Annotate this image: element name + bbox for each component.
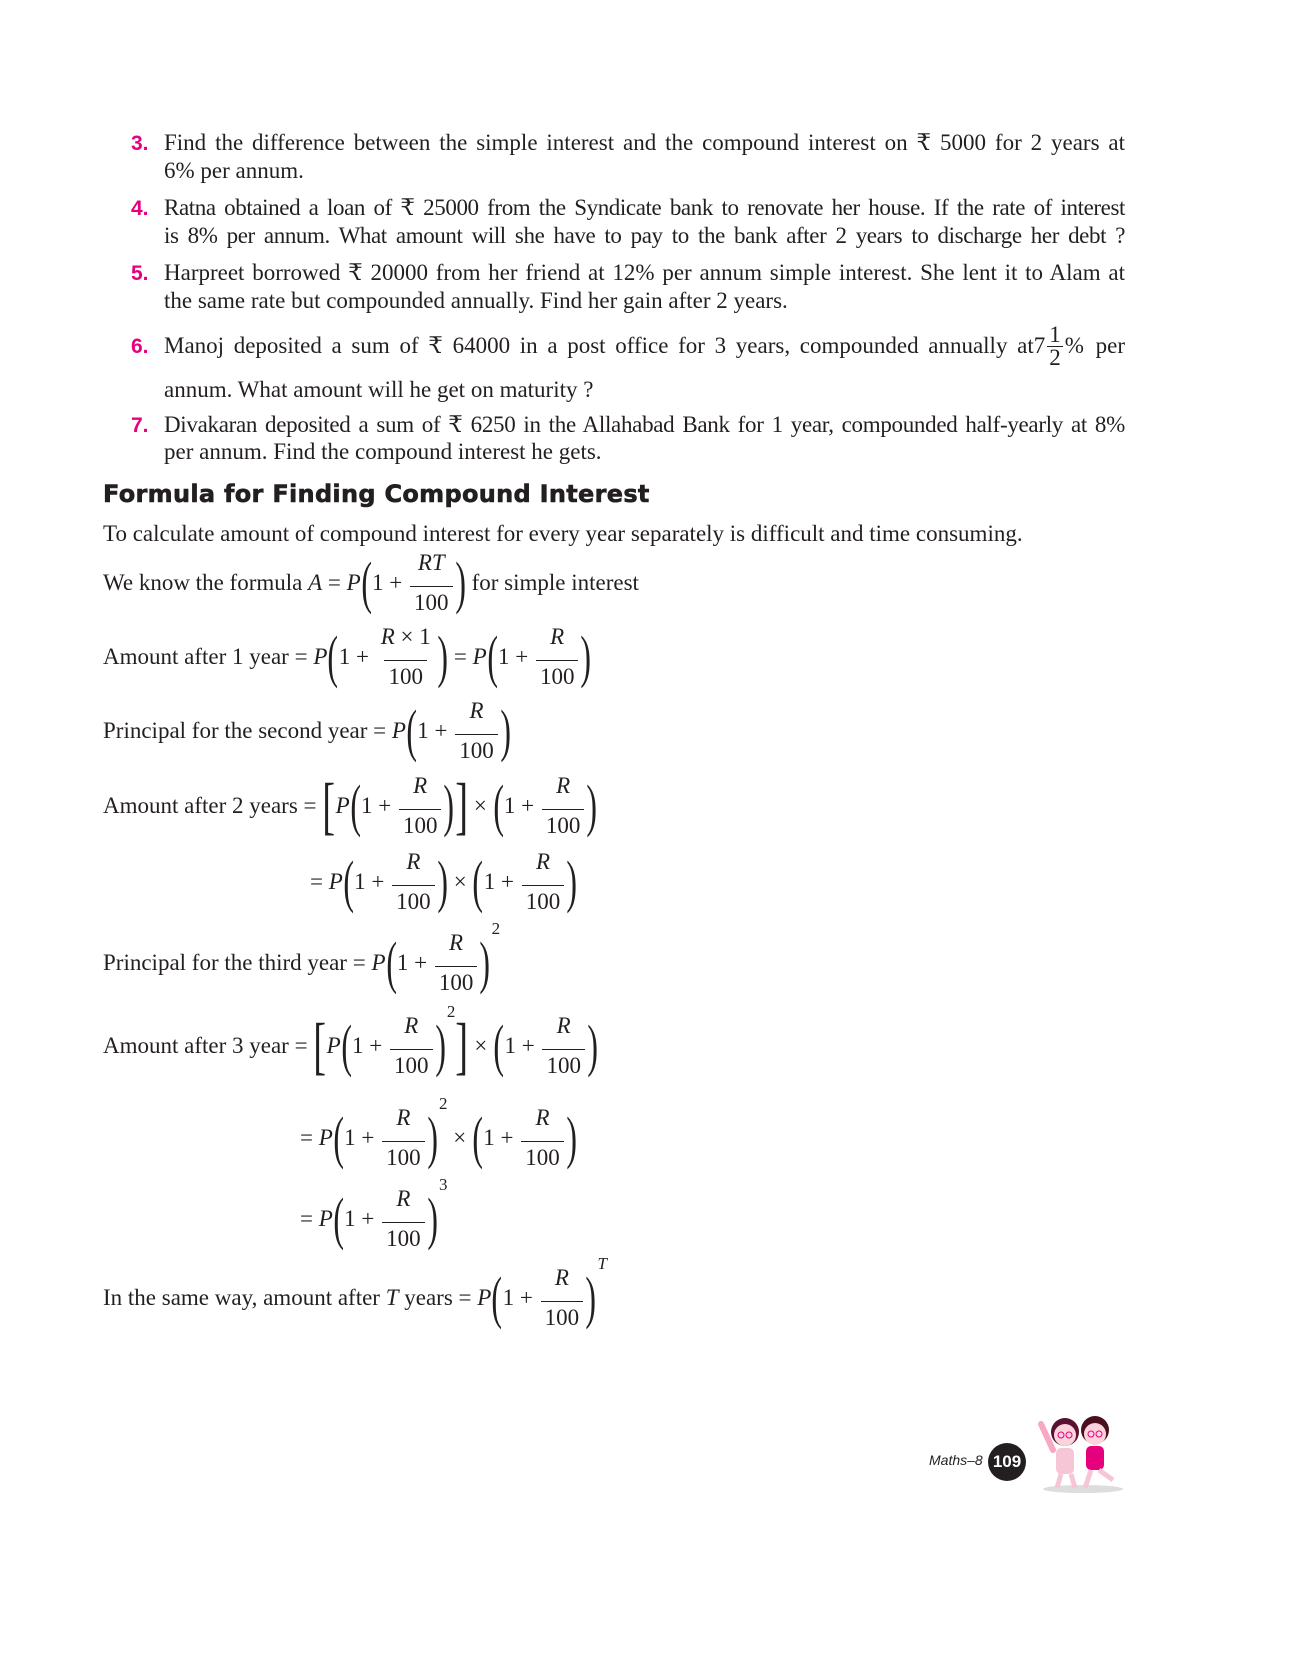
parenthesis-group	[333, 1175, 448, 1255]
exponent	[492, 919, 501, 939]
problem-number: 3.	[131, 132, 149, 155]
problem-text: per annum. Find the compound interest he gets.	[164, 439, 602, 464]
math-text: 100	[402, 813, 438, 838]
math-variable: $P	[371, 950, 386, 975]
formula-amount-year-2-simplified	[310, 847, 578, 917]
math-variable: $R	[556, 1013, 571, 1038]
math-text: 100	[386, 1226, 421, 1251]
group-content	[354, 846, 436, 918]
math-variable: $R	[550, 624, 565, 649]
math-variable: $R	[396, 1186, 411, 1211]
math-text: =	[300, 1206, 319, 1231]
math-text: 100	[459, 738, 494, 763]
right-parenthesis: )	[426, 1186, 438, 1251]
math-text: ×	[468, 1033, 494, 1058]
math-text: 1 +	[338, 644, 375, 669]
fraction-denominator	[522, 885, 565, 918]
math-fraction	[382, 1183, 425, 1255]
math-variable: $P	[472, 644, 487, 669]
math-fraction	[410, 547, 453, 619]
parenthesis-group	[385, 919, 501, 999]
fraction-numerator	[400, 1010, 422, 1049]
math-text: 1 +	[372, 570, 409, 595]
math-variable: $R	[535, 1105, 550, 1130]
fraction-numerator	[551, 1262, 573, 1301]
fraction-numerator	[377, 621, 435, 660]
group-content	[339, 621, 437, 693]
right-parenthesis: )	[454, 550, 466, 615]
math-text: 3	[438, 1175, 448, 1194]
right-parenthesis: )	[585, 1265, 597, 1330]
bracket-group	[322, 770, 468, 842]
problem-text: Find the difference between the simple interest and the compound interest on ₹ 5000 for 2 years at	[164, 130, 1125, 155]
group-content	[361, 770, 443, 842]
group-content	[504, 770, 586, 842]
math-text: 100	[396, 889, 431, 914]
math-fraction	[521, 1102, 564, 1174]
math-text: =	[448, 644, 473, 669]
group-content	[326, 1002, 456, 1082]
right-parenthesis: )	[437, 624, 448, 689]
group-content	[372, 547, 454, 619]
math-fraction	[455, 695, 498, 767]
rate-whole: 7	[1033, 333, 1046, 358]
parenthesis-group	[487, 621, 592, 693]
formula-amount-year-t	[103, 1254, 607, 1333]
math-text: ×	[447, 869, 473, 894]
fraction-numerator	[392, 1183, 414, 1222]
fraction-denominator	[399, 809, 442, 842]
math-text: 100	[545, 813, 581, 838]
math-text: Amount after 2 years =	[103, 793, 323, 818]
fraction-denominator	[542, 1049, 585, 1082]
parenthesis-group	[491, 1254, 607, 1334]
fraction-denominator	[542, 809, 585, 842]
formula-amount-year-1	[103, 622, 592, 692]
left-parenthesis: (	[486, 624, 498, 689]
group-content	[417, 695, 499, 767]
math-text: 100	[388, 664, 423, 689]
right-parenthesis: )	[580, 624, 592, 689]
left-parenthesis: (	[343, 849, 354, 914]
problem-text: annum. What amount will he get on maturity ?	[164, 377, 594, 402]
math-text: 100	[525, 889, 561, 914]
math-variable: $R	[380, 624, 395, 649]
right-parenthesis: )	[434, 1013, 446, 1078]
group-content	[484, 846, 566, 918]
math-fraction	[392, 846, 435, 918]
left-parenthesis: (	[361, 550, 372, 615]
math-text: Principal for the third year =	[103, 950, 372, 975]
right-parenthesis: )	[436, 849, 448, 914]
fraction-denominator	[410, 586, 453, 619]
math-variable: $P	[391, 718, 406, 743]
rate-fraction	[1047, 321, 1063, 370]
math-text: Amount after 1 year =	[103, 644, 314, 669]
math-variable: $R	[413, 773, 428, 798]
parenthesis-group	[472, 1102, 577, 1174]
math-variable: $P	[346, 570, 361, 595]
problem-text-start: Manoj deposited a sum of ₹ 64000 in a post office for 3 years, compounded annually at	[164, 333, 1034, 358]
fraction-numerator	[552, 770, 574, 809]
math-text: =	[300, 1125, 319, 1150]
formula-amount-year-3	[103, 1002, 598, 1081]
math-text: 100	[438, 970, 474, 995]
fraction-numerator	[445, 927, 467, 966]
right-parenthesis: )	[500, 698, 511, 763]
problem-text: Ratna obtained a loan of ₹ 25000 from the Syndicate bank to renovate her house. If the rate of interest	[164, 195, 1125, 220]
problem-text: the same rate but compounded annually. Find her gain after 2 years.	[164, 288, 788, 313]
parenthesis-group	[343, 846, 448, 918]
left-parenthesis: (	[472, 849, 484, 914]
math-fraction	[541, 1262, 584, 1334]
math-text: 1 +	[396, 950, 433, 975]
fraction-numerator	[532, 846, 554, 885]
fraction-denominator	[435, 966, 478, 999]
parenthesis-group	[327, 621, 448, 693]
parenthesis-group	[350, 770, 455, 842]
left-parenthesis: (	[492, 773, 504, 838]
math-text: 100	[525, 1145, 560, 1170]
fraction-numerator	[402, 846, 424, 885]
math-text: 1 +	[503, 793, 540, 818]
formula-amount-year-3-step	[300, 1094, 577, 1173]
math-text: 100	[414, 590, 449, 615]
fraction-denominator: 2	[1049, 344, 1061, 370]
math-text: 2	[446, 1002, 456, 1021]
math-fraction	[390, 1010, 433, 1082]
left-parenthesis: (	[333, 1186, 344, 1251]
fraction-denominator	[384, 660, 427, 693]
fraction-denominator	[541, 1301, 584, 1334]
math-variable: $A	[308, 570, 323, 595]
math-variable: $P	[477, 1285, 492, 1310]
math-variable: $R	[554, 1265, 569, 1290]
problem-number: 4.	[131, 197, 149, 220]
parenthesis-group	[406, 695, 511, 767]
math-text: 1 +	[483, 869, 520, 894]
math-variable: $P	[326, 1033, 341, 1058]
math-text: 1 +	[360, 793, 397, 818]
intro-paragraph: To calculate amount of compound interest for every year separately is difficult and time consuming.	[103, 521, 1023, 546]
left-parenthesis: (	[406, 698, 417, 763]
math-fraction	[399, 770, 442, 842]
fraction-denominator	[455, 734, 498, 767]
exponent	[439, 1175, 448, 1195]
fraction-denominator	[390, 1049, 433, 1082]
math-variable: $R	[469, 698, 484, 723]
math-variable: $P	[318, 1125, 333, 1150]
math-text: In the same way, amount after	[103, 1285, 386, 1310]
formula-amount-year-3-result	[300, 1175, 448, 1254]
problem-text: 6% per annum.	[164, 158, 304, 183]
math-text: We know the formula	[103, 570, 309, 595]
left-bracket: [	[322, 770, 336, 841]
fraction-denominator	[536, 660, 579, 693]
right-parenthesis: )	[566, 1105, 577, 1170]
page-number: 109	[988, 1443, 1026, 1481]
fraction-denominator	[521, 1141, 564, 1174]
math-variable: $P	[335, 793, 350, 818]
math-variable: $T	[597, 1254, 607, 1273]
kids-mascot-illustration	[1035, 1410, 1130, 1495]
problem-text: Divakaran deposited a sum of ₹ 6250 in the Allahabad Bank for 1 year, compounded half-yearly at 8%	[164, 412, 1125, 437]
math-variable: $P	[313, 644, 328, 669]
problem-text	[164, 311, 1125, 381]
parenthesis-group	[472, 846, 577, 918]
left-parenthesis: (	[333, 1105, 344, 1170]
math-variable: $T	[385, 1285, 399, 1310]
left-parenthesis: (	[349, 773, 361, 838]
right-bracket: ]	[455, 770, 468, 841]
bracket-group	[313, 1002, 469, 1082]
math-text: 100	[546, 1053, 581, 1078]
book-title: Maths–8	[929, 1452, 983, 1468]
exponent	[597, 1254, 606, 1274]
math-variable: $P	[318, 1206, 333, 1231]
math-text: ×	[468, 793, 493, 818]
fraction-numerator	[531, 1102, 553, 1141]
right-parenthesis: )	[586, 773, 598, 838]
math-fraction	[377, 621, 435, 693]
math-text: 1 +	[497, 644, 534, 669]
math-fraction	[536, 621, 579, 693]
math-text: =	[310, 869, 329, 894]
math-text: 1 +	[504, 1033, 541, 1058]
math-text: Principal for the second year =	[103, 718, 392, 743]
right-parenthesis: )	[426, 1105, 438, 1170]
fraction-denominator	[392, 885, 435, 918]
math-text: 100	[544, 1305, 580, 1330]
math-variable: $RT	[417, 550, 445, 575]
math-text: 2	[491, 919, 501, 938]
left-parenthesis: (	[385, 930, 397, 995]
parenthesis-group	[493, 770, 598, 842]
parenthesis-group	[333, 1094, 448, 1174]
math-variable: $R	[449, 930, 464, 955]
group-content	[483, 1102, 565, 1174]
math-text: 100	[386, 1145, 421, 1170]
math-text: 1 +	[354, 869, 391, 894]
left-bracket: [	[313, 1010, 327, 1081]
exponent	[447, 1002, 456, 1022]
formula-principal-year-2	[103, 696, 511, 766]
math-fraction	[542, 1010, 585, 1082]
math-text: 1 +	[483, 1125, 520, 1150]
group-content	[344, 1183, 426, 1255]
formula-amount-year-2	[103, 771, 598, 841]
problem-number: 6.	[131, 335, 149, 358]
fraction-numerator	[553, 1010, 575, 1049]
problem-text: Harpreet borrowed ₹ 20000 from her friend at 12% per annum simple interest. She lent it to Alam at	[164, 260, 1125, 285]
group-content	[503, 1262, 585, 1334]
section-heading: Formula for Finding Compound Interest	[103, 480, 650, 508]
fraction-numerator	[409, 770, 431, 809]
math-variable: $R	[396, 1105, 411, 1130]
right-parenthesis: )	[587, 1013, 598, 1078]
problem-text: is 8% per annum. What amount will she have to pay to the bank after 2 years to discharge her debt ?	[164, 223, 1125, 248]
math-text: 2	[438, 1094, 448, 1113]
parenthesis-group	[341, 1002, 456, 1082]
parenthesis-group	[361, 547, 466, 619]
left-parenthesis: (	[341, 1013, 352, 1078]
math-fraction	[382, 1102, 425, 1174]
math-text: 1 +	[502, 1285, 539, 1310]
math-fraction	[435, 927, 478, 999]
fraction-numerator	[414, 547, 449, 586]
group-content	[336, 770, 455, 842]
math-variable: $R	[535, 849, 551, 874]
math-text: ×	[447, 1125, 472, 1150]
right-bracket: ]	[455, 1010, 469, 1081]
math-text: 1 +	[344, 1125, 381, 1150]
math-text: Amount after 3 year =	[103, 1033, 314, 1058]
group-content	[344, 1102, 426, 1174]
right-parenthesis: )	[479, 930, 491, 995]
math-text: 100	[394, 1053, 429, 1078]
math-text: =	[322, 570, 347, 595]
math-fraction	[522, 846, 565, 918]
formula-simple-interest	[103, 548, 639, 618]
left-parenthesis: (	[472, 1105, 483, 1170]
math-text: × 1	[394, 624, 431, 649]
fraction-numerator	[465, 695, 487, 734]
math-text: for simple interest	[465, 570, 639, 595]
fraction-numerator	[546, 621, 568, 660]
fraction-denominator	[382, 1222, 425, 1255]
math-text: 1 +	[352, 1033, 389, 1058]
math-variable: $R	[406, 849, 421, 874]
group-content	[504, 1010, 586, 1082]
formula-principal-year-3	[103, 919, 501, 998]
math-text: 1 +	[417, 718, 454, 743]
group-content	[397, 927, 479, 999]
right-parenthesis: )	[443, 773, 455, 838]
math-text: years =	[398, 1285, 478, 1310]
problem-number: 5.	[131, 262, 149, 285]
fraction-numerator: 1	[1049, 321, 1061, 347]
problem-text-end: % per	[1064, 333, 1125, 358]
math-variable: $P	[328, 869, 343, 894]
math-text: 100	[539, 664, 575, 689]
parenthesis-group	[493, 1010, 598, 1082]
problem-number: 7.	[131, 414, 149, 437]
math-text: 1 +	[344, 1206, 381, 1231]
math-fraction	[542, 770, 585, 842]
right-parenthesis: )	[566, 849, 578, 914]
math-variable: $R	[556, 773, 571, 798]
left-parenthesis: (	[491, 1265, 503, 1330]
group-content	[352, 1010, 434, 1082]
exponent	[439, 1094, 448, 1114]
left-parenthesis: (	[493, 1013, 505, 1078]
fraction-denominator	[382, 1141, 425, 1174]
fraction-numerator	[392, 1102, 414, 1141]
left-parenthesis: (	[327, 624, 339, 689]
math-variable: $R	[404, 1013, 419, 1038]
group-content	[498, 621, 580, 693]
